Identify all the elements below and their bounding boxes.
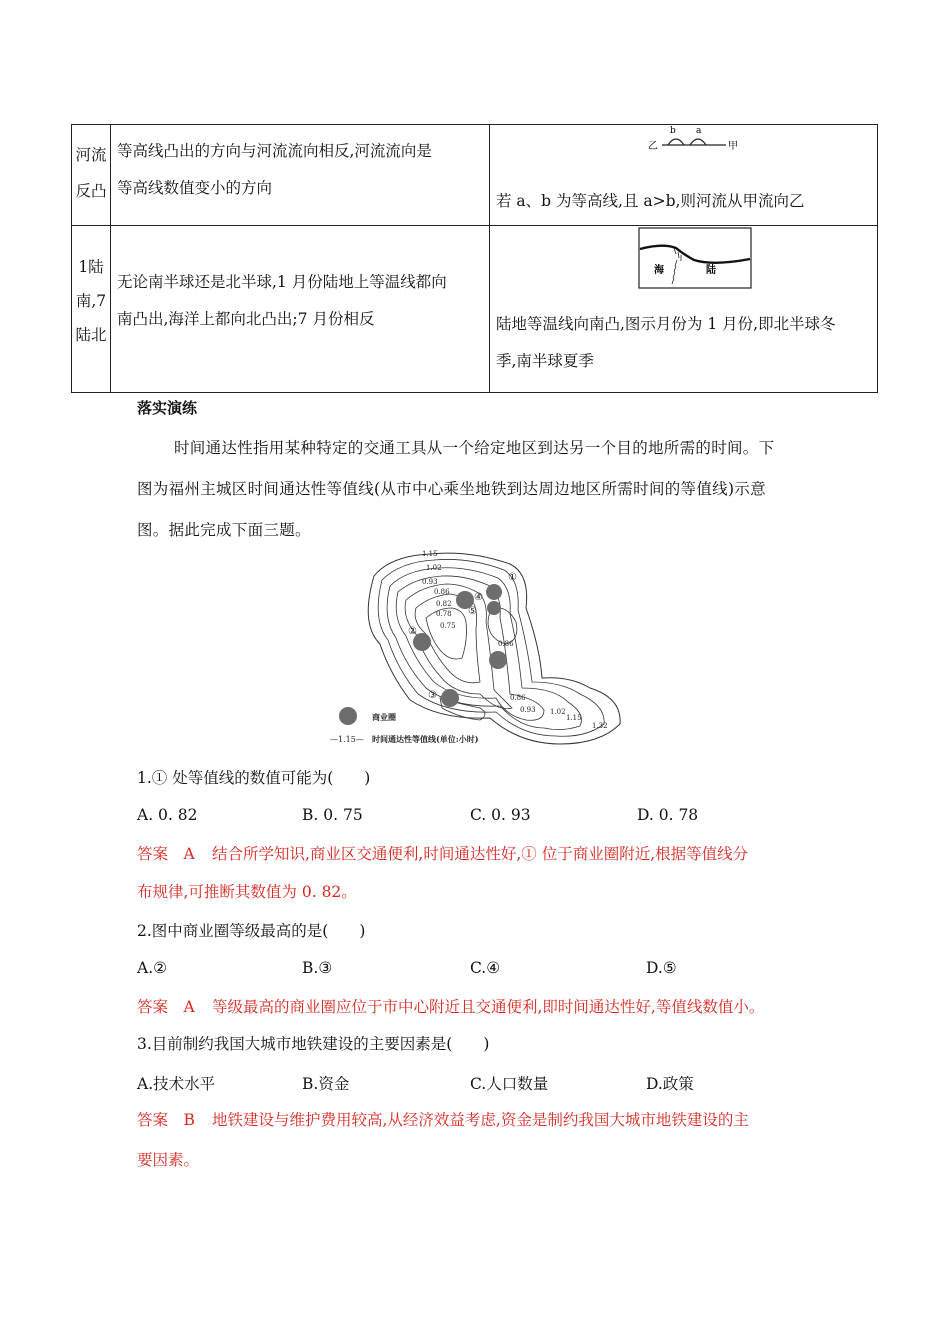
contour-label: 0.86 bbox=[434, 588, 450, 596]
rule-name-line: 陆北 bbox=[75, 326, 107, 344]
rule-example-line: 陆地等温线向南凸,图示月份为 1 月份,即北半球冬 bbox=[496, 315, 836, 333]
rule-name-cell bbox=[72, 226, 111, 393]
fig-label-land: 陆 bbox=[706, 265, 716, 276]
contour-label: 1.15 bbox=[422, 550, 438, 558]
isotherm-figure bbox=[638, 226, 754, 290]
contour-label: 1.32 bbox=[592, 722, 608, 730]
rule-table bbox=[71, 124, 878, 393]
option-a[interactable]: A.技术水平 bbox=[137, 1075, 216, 1093]
question-stem: 3.目前制约我国大城市地铁建设的主要因素是( ) bbox=[137, 1035, 490, 1053]
table-row bbox=[72, 226, 878, 393]
site-label-4: ④ bbox=[474, 592, 483, 603]
rule-description-cell bbox=[111, 226, 490, 393]
answer-label: 答案 A bbox=[137, 845, 195, 863]
accessibility-contour-map bbox=[330, 548, 630, 748]
section-title: 落实演练 bbox=[137, 399, 198, 417]
contour-label: 1.02 bbox=[550, 708, 566, 716]
rule-name-line: 南,7 bbox=[75, 292, 107, 310]
rule-example-text bbox=[496, 306, 836, 380]
legend-line-label: 时间通达性等值线(单位:小时) bbox=[372, 734, 479, 744]
option-b[interactable]: B.③ bbox=[302, 959, 333, 977]
contour-label: 0.86 bbox=[510, 694, 526, 702]
option-b[interactable]: B.资金 bbox=[302, 1075, 350, 1093]
contour-label: 1.15 bbox=[566, 714, 582, 722]
legend-line-sample: —1.15— bbox=[330, 735, 364, 744]
answer-explanation: 结合所学知识,商业区交通便利,时间通达性好,① 位于商业圈附近,根据等值线分 bbox=[212, 845, 749, 863]
option-d[interactable]: D.⑤ bbox=[646, 959, 677, 977]
rule-description-cell bbox=[111, 125, 490, 226]
rule-name-cell bbox=[72, 125, 111, 226]
option-c[interactable]: C.④ bbox=[470, 959, 501, 977]
contour-label: 0.78 bbox=[436, 610, 452, 618]
option-d[interactable]: D. 0. 78 bbox=[637, 806, 699, 824]
rule-line: 等高线凸出的方向与河流流向相反,河流流向是 bbox=[117, 142, 432, 160]
fig-label-b: b bbox=[670, 126, 676, 136]
answer-explanation: 等级最高的商业圈应位于市中心附近且交通便利,即时间通达性好,等值线数值小。 bbox=[212, 998, 765, 1016]
fig-label-a: a bbox=[696, 126, 702, 136]
rule-example-cell bbox=[490, 125, 878, 226]
rule-example-line: 季,南半球夏季 bbox=[496, 352, 594, 370]
site-label-2: ② bbox=[408, 626, 417, 637]
fig-label-yi: 乙 bbox=[648, 141, 658, 152]
question-stem: 1.① 处等值线的数值可能为( ) bbox=[137, 769, 371, 787]
contour-label: 0.82 bbox=[436, 600, 452, 608]
answer-explanation: 地铁建设与维护费用较高,从经济效益考虑,资金是制约我国大城市地铁建设的主 bbox=[212, 1111, 749, 1129]
site-label-5: ⑤ bbox=[468, 606, 477, 617]
fig-label-jia: 甲 bbox=[728, 141, 738, 152]
rule-example-text: 若 a、b 为等高线,且 a>b,则河流从甲流向乙 bbox=[496, 192, 805, 210]
rule-line: 等高线数值变小的方向 bbox=[117, 179, 273, 197]
contour-label: 0.75 bbox=[440, 622, 456, 630]
river-contour-figure bbox=[646, 125, 746, 155]
option-c[interactable]: C. 0. 93 bbox=[470, 806, 531, 824]
rule-name-line: 河流 bbox=[75, 146, 107, 164]
option-a[interactable]: A.② bbox=[137, 959, 168, 977]
site-label-1: ① bbox=[508, 572, 517, 583]
rule-name-line: 1陆 bbox=[78, 258, 104, 276]
rule-name-line: 反凸 bbox=[75, 182, 107, 200]
contour-label: 0.93 bbox=[520, 706, 536, 714]
table-row bbox=[72, 125, 878, 226]
answer-label: 答案 B bbox=[137, 1111, 195, 1129]
contour-label: 1.02 bbox=[426, 564, 442, 572]
option-b[interactable]: B. 0. 75 bbox=[302, 806, 363, 824]
fig-label-sea: 海 bbox=[654, 265, 664, 276]
intro-line: 图为福州主城区时间通达性等值线(从市中心乘坐地铁到达周边地区所需时间的等值线)示意 bbox=[137, 480, 766, 498]
answer-explanation: 布规律,可推断其数值为 0. 82。 bbox=[137, 883, 357, 901]
rule-example-cell bbox=[490, 226, 878, 393]
rule-line: 南凸出,海洋上都向北凸出;7 月份相反 bbox=[117, 310, 375, 328]
contour-label: 0.93 bbox=[422, 578, 438, 586]
answer-label: 答案 A bbox=[137, 998, 195, 1016]
contour-label: 0.86 bbox=[498, 640, 514, 648]
rule-line: 无论南半球还是北半球,1 月份陆地上等温线都向 bbox=[117, 273, 447, 291]
answer-explanation: 要因素。 bbox=[137, 1151, 200, 1169]
intro-line: 时间通达性指用某种特定的交通工具从一个给定地区到达另一个目的地所需的时间。下 bbox=[174, 439, 775, 457]
intro-line: 图。据此完成下面三题。 bbox=[137, 521, 311, 539]
option-a[interactable]: A. 0. 82 bbox=[137, 806, 198, 824]
option-d[interactable]: D.政策 bbox=[646, 1075, 694, 1093]
legend-circle-label: 商业圈 bbox=[372, 712, 396, 722]
site-label-3: ③ bbox=[428, 690, 437, 701]
question-stem: 2.图中商业圈等级最高的是( ) bbox=[137, 922, 366, 940]
option-c[interactable]: C.人口数量 bbox=[470, 1075, 549, 1093]
